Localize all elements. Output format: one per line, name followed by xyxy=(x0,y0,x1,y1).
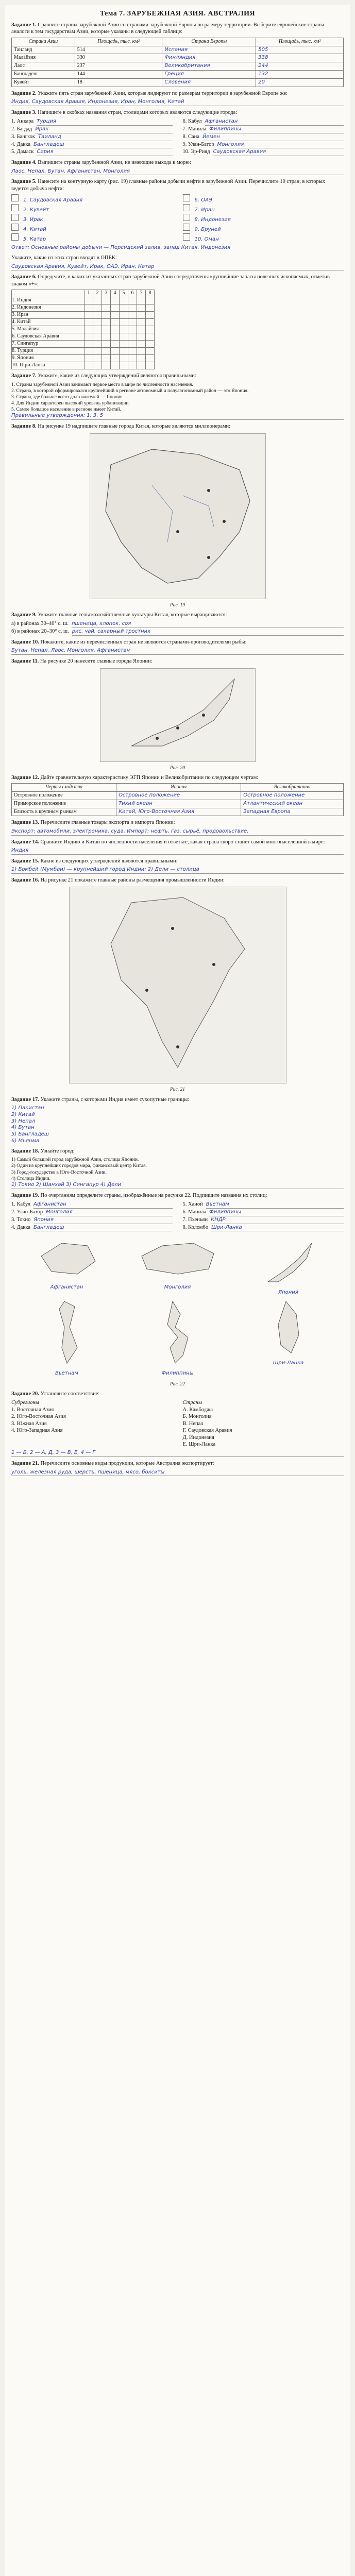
china-map xyxy=(90,433,266,599)
task-14 xyxy=(11,839,344,845)
task-10-answer: Бутан, Непал, Лаос, Монголия, Афганистан xyxy=(11,648,344,655)
cell: Кувейт xyxy=(12,78,75,87)
th: Площадь, тыс. км² xyxy=(256,38,344,46)
list-item: 1. Кабул Афганистан xyxy=(11,1201,173,1209)
task-10-text: Покажите, какие из перечисленных стран не являются странами-производителями рыбы: xyxy=(40,639,247,645)
answer-field[interactable]: Ирак xyxy=(35,126,172,133)
table-row: Островное положение Островное положение Островное положение xyxy=(12,791,344,800)
list-item: 2. Улан-Батор Монголия xyxy=(11,1209,173,1216)
table-row xyxy=(12,54,344,62)
table-row: 4. Китай xyxy=(12,319,155,326)
cell: Греция xyxy=(162,70,256,78)
task-14-title: Задание 14. xyxy=(11,839,39,845)
table-row: 1. Индия xyxy=(12,297,155,304)
task-7-list xyxy=(11,382,344,413)
list-item: 4. Дакка Бангладеш xyxy=(11,1224,173,1232)
list-item: 2. Багдад Ирак xyxy=(11,126,173,133)
list-item: 4. Для Индии характерен высокий уровень урбанизации. xyxy=(11,401,130,406)
task-5-list xyxy=(11,194,344,243)
task-10 xyxy=(11,639,344,646)
list-item: б) в районах 20–30° с. ш. рис, чай, сахарный тростник xyxy=(11,628,344,636)
task-3-list xyxy=(11,118,344,156)
task-10-title: Задание 10. xyxy=(11,639,39,645)
shape-4: Вьетнам xyxy=(15,1296,119,1377)
task-16-text: На рисунке 21 покажите главные районы размещения промышленности Индии: xyxy=(40,877,225,884)
list-item: Д. Индонезия xyxy=(182,1434,214,1440)
task-2-text: Укажите пять стран зарубежной Азии, которые лидируют по размерам территории в зарубежной Европе же: xyxy=(38,90,288,96)
list-item: 4. Китай xyxy=(11,224,173,233)
task-11-text: На рисунке 20 нанесите главные города Японии: xyxy=(40,658,153,665)
task-11 xyxy=(11,658,344,665)
shape-3: Япония xyxy=(237,1235,340,1296)
cell: 18 xyxy=(75,78,162,87)
list-item: 1. Восточная Азия xyxy=(11,1406,54,1413)
workbook-page xyxy=(5,5,350,2576)
list-item: 10. Эр-Рияд Саудовская Аравия xyxy=(183,148,344,156)
task-19-list xyxy=(11,1201,344,1231)
task-20-match: Субрегионы 1. Восточная Азия 2. Юго-Восточная Азия 3. Южная Азия 4. Юго-Западная Азия Страны А. Камбоджа Б. Монголия В. Непал Г. Саудовская Аравия Д. Индонезия Е. Шри-Ланка xyxy=(11,1399,344,1448)
table-row: 5. Малайзия xyxy=(12,326,155,333)
shape-6: Шри-Ланка xyxy=(237,1296,340,1377)
table-row: Близость к крупным рынкам Китай, Юго-Восточная Азия Западная Европа xyxy=(12,808,344,816)
task-6-text: Определите, в каких из указанных стран зарубежной Азии сосредоточены крупнейшие запасы полезных ископаемых, отметив знаком «+»: xyxy=(11,274,330,287)
list-item: 5. Катар xyxy=(11,233,173,243)
list-item: 2. Юго-Восточная Азия xyxy=(11,1414,66,1420)
task-2 xyxy=(11,90,344,97)
task-17 xyxy=(11,1096,344,1103)
list-item: Г. Саудовская Аравия xyxy=(182,1428,232,1434)
list-item: 3. Бангкок Таиланд xyxy=(11,133,173,141)
task-5-answer: Ответ: Основные районы добычи — Персидский залив, запад Китая, Индонезия xyxy=(11,245,231,251)
answer-field[interactable]: пшеница, хлопок, соя xyxy=(72,621,344,628)
india-outline-map xyxy=(70,887,286,1083)
list-item: 3. Южная Азия xyxy=(11,1420,47,1427)
answer-field[interactable]: Бангладеш xyxy=(33,142,172,149)
shape-1: Афганистан xyxy=(15,1235,119,1296)
task-18-title: Задание 18. xyxy=(11,1148,39,1154)
list-item: 8. Сана Йемен xyxy=(183,133,344,141)
answer-field[interactable]: КНДР xyxy=(211,1217,344,1224)
list-item: 9. Улан-Батор Монголия xyxy=(183,141,344,149)
task-6-title: Задание 6. xyxy=(11,274,37,280)
list-item: 6) Мьянма xyxy=(11,1138,40,1144)
table-row: 3. Иран xyxy=(12,312,155,319)
answer-field[interactable]: Афганистан xyxy=(33,1201,173,1209)
task-3 xyxy=(11,109,344,116)
task-4 xyxy=(11,159,344,166)
th: Площадь, тыс. км² xyxy=(75,38,162,46)
topic-title: Тема 7. ЗАРУБЕЖНАЯ АЗИЯ. АВСТРАЛИЯ xyxy=(99,10,256,18)
list-item: 1) Пакистан xyxy=(11,1105,44,1111)
list-item: 7. Манила Филиппины xyxy=(183,126,344,133)
task-20-answer: 1 — Б, 2 — А, Д, 3 — В, Е, 4 — Г xyxy=(11,1450,344,1457)
list-item: 2) Китай xyxy=(11,1111,35,1117)
list-item: 1. Страны зарубежной Азии занимают первое место в мире по численности населения. xyxy=(11,382,193,387)
task-8 xyxy=(11,423,344,430)
list-item: а) в районах 30–40° с. ш. пшеница, хлопок, соя xyxy=(11,620,344,628)
task-18 xyxy=(11,1148,344,1155)
task-21-title: Задание 21. xyxy=(11,1461,39,1467)
fig-22-caption: Рис. 22 xyxy=(170,1381,185,1387)
list-item: 2. Страна, в которой сформировался крупнейший в регионе автономный и полуавтономный район — это Япония. xyxy=(11,388,249,394)
table-row: 7. Сингапур xyxy=(12,341,155,348)
table-row: 9. Япония xyxy=(12,355,155,362)
cell: 20 xyxy=(256,78,344,87)
table-row: 6. Саудовская Аравия xyxy=(12,333,155,341)
task-21-answer: уголь, железная руда, шерсть, пшеница, мясо, бокситы xyxy=(11,1469,344,1477)
list-item: 10. Оман xyxy=(183,233,344,243)
list-item: 2. Кувейт xyxy=(11,204,173,214)
task-2-answer: Индия, Саудовская Аравия, Индонезия, Иран, Монголия, Китай xyxy=(11,99,344,106)
vietnam-shape xyxy=(44,1296,90,1368)
cell: 514 xyxy=(75,46,162,54)
list-item: В. Непал xyxy=(182,1420,204,1427)
task-12-title: Задание 12. xyxy=(11,774,39,781)
list-item: 1. Анкара Турция xyxy=(11,118,173,126)
task-20-text: Установите соответствие: xyxy=(40,1391,100,1397)
answer-field[interactable]: Монголия xyxy=(217,142,344,149)
task-3-col-right xyxy=(183,118,344,156)
task-15-title: Задание 15. xyxy=(11,858,39,864)
table-row: 8. Турция xyxy=(12,348,155,355)
japan-map xyxy=(100,668,256,762)
list-item: 3) Непал xyxy=(11,1118,36,1124)
cell: 244 xyxy=(256,62,344,71)
country-shapes xyxy=(11,1235,344,1377)
list-item: 6. Кабул Афганистан xyxy=(183,118,344,126)
shape-2: Монголия xyxy=(126,1235,229,1296)
answer-field[interactable]: Сирия xyxy=(37,149,172,156)
list-item: 7. Пхеньян КНДР xyxy=(183,1216,344,1224)
philippines-shape xyxy=(152,1296,204,1368)
cell: Бангладеш xyxy=(12,70,75,78)
cell: 132 xyxy=(256,70,344,78)
task-1 xyxy=(11,22,344,36)
task-12-table: Черты сходства Япония Великобритания Островное положение Островное положение Островное положение Приморское положение Тихий океан Атлантический океан Близость к крупным рынкам Китай, Юго-Восточная Азия Западная Европа xyxy=(11,783,344,816)
fig-21-caption: Рис. 21 xyxy=(170,1087,185,1093)
table-row: 10. Шри-Ланка xyxy=(12,362,155,369)
task-19-title: Задание 19. xyxy=(11,1192,39,1198)
list-item: 8. Индонезия xyxy=(183,214,344,224)
task-16-title: Задание 16. xyxy=(11,877,39,884)
task-13-text: Перечислите главные товары экспорта и импорта Японии: xyxy=(40,820,175,826)
task-18-answer: 1) Токио 2) Шанхай 3) Сингапур 4) Дели xyxy=(11,1182,344,1189)
task-6-table: 1 2 3 4 5 6 7 8 1. Индия 2. Индонезия 3. Иран 4. Китай 5. Малайзия 6. Саудовская Аравия 7. Сингапур 8. Турция 9. Япония 10. Шри-Ланка xyxy=(11,290,155,369)
list-item: 6. Манила Филиппины xyxy=(183,1209,344,1216)
task-3-col-left xyxy=(11,118,173,156)
table-row xyxy=(12,46,344,54)
answer-field[interactable]: Таиланд xyxy=(38,134,172,141)
list-item: 4. Юго-Западная Азия xyxy=(11,1428,63,1434)
table-row xyxy=(12,70,344,78)
task-17-text: Укажите страны, с которыми Индия имеет сухопутные границы: xyxy=(40,1096,190,1103)
answer-field[interactable]: Шри-Ланка xyxy=(211,1225,344,1232)
list-item: 5. Самое большое население в регионе имеет Китай. xyxy=(11,407,122,413)
task-13-title: Задание 13. xyxy=(11,820,39,826)
mongolia-shape xyxy=(137,1235,219,1282)
task-18-text: Узнайте город: xyxy=(40,1148,75,1154)
task-5b xyxy=(11,255,344,261)
task-5b-text: Укажите, какие из этих стран входят в ОПЕК: xyxy=(11,255,117,261)
list-item: 8. Коломбо Шри-Ланка xyxy=(183,1224,344,1232)
task-5 xyxy=(11,178,344,192)
task-9-title: Задание 9. xyxy=(11,612,37,618)
task-7-text: Укажите, какие из следующих утверждений являются правильными: xyxy=(38,373,196,379)
task-1-title: Задание 1. xyxy=(11,22,37,28)
task-7 xyxy=(11,372,344,379)
cell: 330 xyxy=(75,54,162,62)
task-2-title: Задание 2. xyxy=(11,90,37,96)
china-outline-map xyxy=(90,434,265,599)
list-item: 5. Ханой Вьетнам xyxy=(183,1201,344,1209)
task-19 xyxy=(11,1192,344,1199)
task-15-answer: 1) Бомбей (Мумбаи) — крупнейший город Индии; 2) Дели — столица xyxy=(11,867,344,874)
answer-field[interactable]: Вьетнам xyxy=(206,1201,344,1209)
fig-19-caption: Рис. 19 xyxy=(170,602,185,608)
task-17-list xyxy=(11,1105,344,1145)
list-item: 5) Бангладеш xyxy=(11,1131,49,1138)
list-item: 4) Столица Индии. xyxy=(11,1176,50,1181)
list-item: 1) Самый большой город зарубежной Азии, столица Японии. xyxy=(11,1157,139,1163)
table-row: Приморское положение Тихий океан Атлантический океан xyxy=(12,800,344,808)
cell: Великобритания xyxy=(162,62,256,71)
task-5b-answer: Саудовская Аравия, Кувейт, Ирак, ОАЭ, Иран, Катар xyxy=(11,264,344,271)
afghanistan-shape xyxy=(31,1235,103,1282)
answer-field[interactable]: Афганистан xyxy=(205,118,344,126)
task-8-title: Задание 8. xyxy=(11,423,37,430)
list-item: 4. Дакка Бангладеш xyxy=(11,141,173,149)
list-item: Б. Монголия xyxy=(182,1414,212,1420)
task-9 xyxy=(11,612,344,618)
th: Страна Европы xyxy=(162,38,256,46)
japan-outline-map xyxy=(100,669,255,761)
task-3-title: Задание 3. xyxy=(11,109,37,115)
task-9-text: Укажите главные сельскохозяйственные культуры Китая, которые выращиваются: xyxy=(38,612,227,618)
list-item: 3. Ирак xyxy=(11,214,173,224)
task-7-answer: Правильные утверждения: 1, 3, 5 xyxy=(11,413,344,420)
task-21-text: Перечислите основные виды продукции, которые Австралия экспортирует: xyxy=(40,1461,214,1467)
table-row xyxy=(12,62,344,71)
task-11-title: Задание 11. xyxy=(11,658,39,665)
task-18-list xyxy=(11,1157,344,1182)
task-17-title: Задание 17. xyxy=(11,1096,39,1103)
answer-field[interactable]: Филиппины xyxy=(209,126,344,133)
list-item: 6. ОАЭ xyxy=(183,194,344,204)
list-item: 7. Иран xyxy=(183,204,344,214)
task-15-text: Какие из следующих утверждений являются правильными: xyxy=(40,858,178,864)
task-12 xyxy=(11,774,344,781)
table-row xyxy=(12,78,344,87)
sri-lanka-shape xyxy=(268,1296,309,1358)
list-item: 3) Город-государство в Юго-Восточной Азии. xyxy=(11,1170,107,1175)
list-item: 1. Саудовская Аравия xyxy=(11,194,173,204)
answer-field[interactable]: Япония xyxy=(33,1217,172,1224)
list-item: 4) Бутан xyxy=(11,1125,35,1131)
cell: Малайзия xyxy=(12,54,75,62)
task-4-text: Выпишите страны зарубежной Азии, не имеющие выхода к морю: xyxy=(38,160,191,166)
task-20 xyxy=(11,1391,344,1397)
answer-field[interactable]: Бангладеш xyxy=(33,1225,172,1232)
cell: 338 xyxy=(256,54,344,62)
japan-shape xyxy=(258,1235,319,1287)
task-12-text: Дайте сравнительную характеристику ЭГП Японии и Великобритании по следующим чертам: xyxy=(40,774,259,781)
list-item: 5. Дамаск Сирия xyxy=(11,148,173,156)
answer-field[interactable]: Монголия xyxy=(46,1209,172,1216)
task-5-title: Задание 5. xyxy=(11,179,37,185)
th: Страна Азии xyxy=(12,38,75,46)
list-item: А. Камбоджа xyxy=(182,1406,213,1413)
task-1-text: Сравните страны зарубежной Азии со странами зарубежной Европы по размеру территории. Выберите европейские страны-аналоги к тем государствам Азии, которые указаны в следующей таблице: xyxy=(11,22,326,35)
task-19-text: По очертаниям определите страны, изображённые на рисунке 22. Подпишите названия их столиц: xyxy=(40,1192,267,1198)
task-6 xyxy=(11,274,344,287)
list-item: 3. Страна, где больше всего долгожителей — Япония. xyxy=(11,394,124,400)
list-item: 3. Токио Япония xyxy=(11,1216,173,1224)
list-item: 9. Бруней xyxy=(183,224,344,233)
task-1-table xyxy=(11,38,344,87)
cell: 237 xyxy=(75,62,162,71)
india-map xyxy=(69,887,286,1083)
cell: Лаос xyxy=(12,62,75,71)
cell: Испания xyxy=(162,46,256,54)
task-14-answer: Индия xyxy=(11,848,344,855)
task-15 xyxy=(11,858,344,865)
fig-20-caption: Рис. 20 xyxy=(170,765,185,771)
cell: Таиланд xyxy=(12,46,75,54)
table-row: 2. Индонезия xyxy=(12,304,155,312)
answer-field[interactable]: Йемен xyxy=(202,134,344,141)
answer-field[interactable]: Филиппины xyxy=(209,1209,344,1216)
task-21 xyxy=(11,1460,344,1467)
cell: Словения xyxy=(162,78,256,87)
answer-field[interactable]: Турция xyxy=(37,118,172,126)
answer-field[interactable]: Саудовская Аравия xyxy=(213,149,344,156)
task-3-text: Напишите в скобках названия стран, столицами которых являются следующие города: xyxy=(38,109,238,115)
task-16 xyxy=(11,877,344,884)
task-5-text: Нанесите на контурную карту (рис. 19) главные районы добычи нефти в зарубежной Азии. Перечислите 10 стран, в которых ведется добыча нефти: xyxy=(11,179,326,192)
task-20-title: Задание 20. xyxy=(11,1391,39,1397)
task-14-text: Сравните Индию и Китай по численности населения и ответьте, какая страна скоро станет самой многонаселённой в мире: xyxy=(40,839,325,845)
cell: Финляндия xyxy=(162,54,256,62)
task-8-text: На рисунке 19 надпишите главные города Китая, которые являются миллионерами: xyxy=(38,423,231,430)
cell: 144 xyxy=(75,70,162,78)
answer-field[interactable]: рис, чай, сахарный тростник xyxy=(72,629,344,636)
task-13 xyxy=(11,819,344,826)
cell: 505 xyxy=(256,46,344,54)
shape-5: Филиппины xyxy=(126,1296,229,1377)
list-item: Е. Шри-Ланка xyxy=(182,1442,216,1447)
task-4-title: Задание 4. xyxy=(11,160,37,166)
task-4-answer: Лаос, Непал, Бутан, Афганистан, Монголия xyxy=(11,168,344,176)
task-7-title: Задание 7. xyxy=(11,373,37,379)
list-item: 2) Один из крупнейших городов мира, финансовый центр Китая. xyxy=(11,1163,147,1169)
task-13-answer: Экспорт: автомобили, электроника, суда. Импорт: нефть, газ, сырьё, продовольствие. xyxy=(11,828,344,836)
